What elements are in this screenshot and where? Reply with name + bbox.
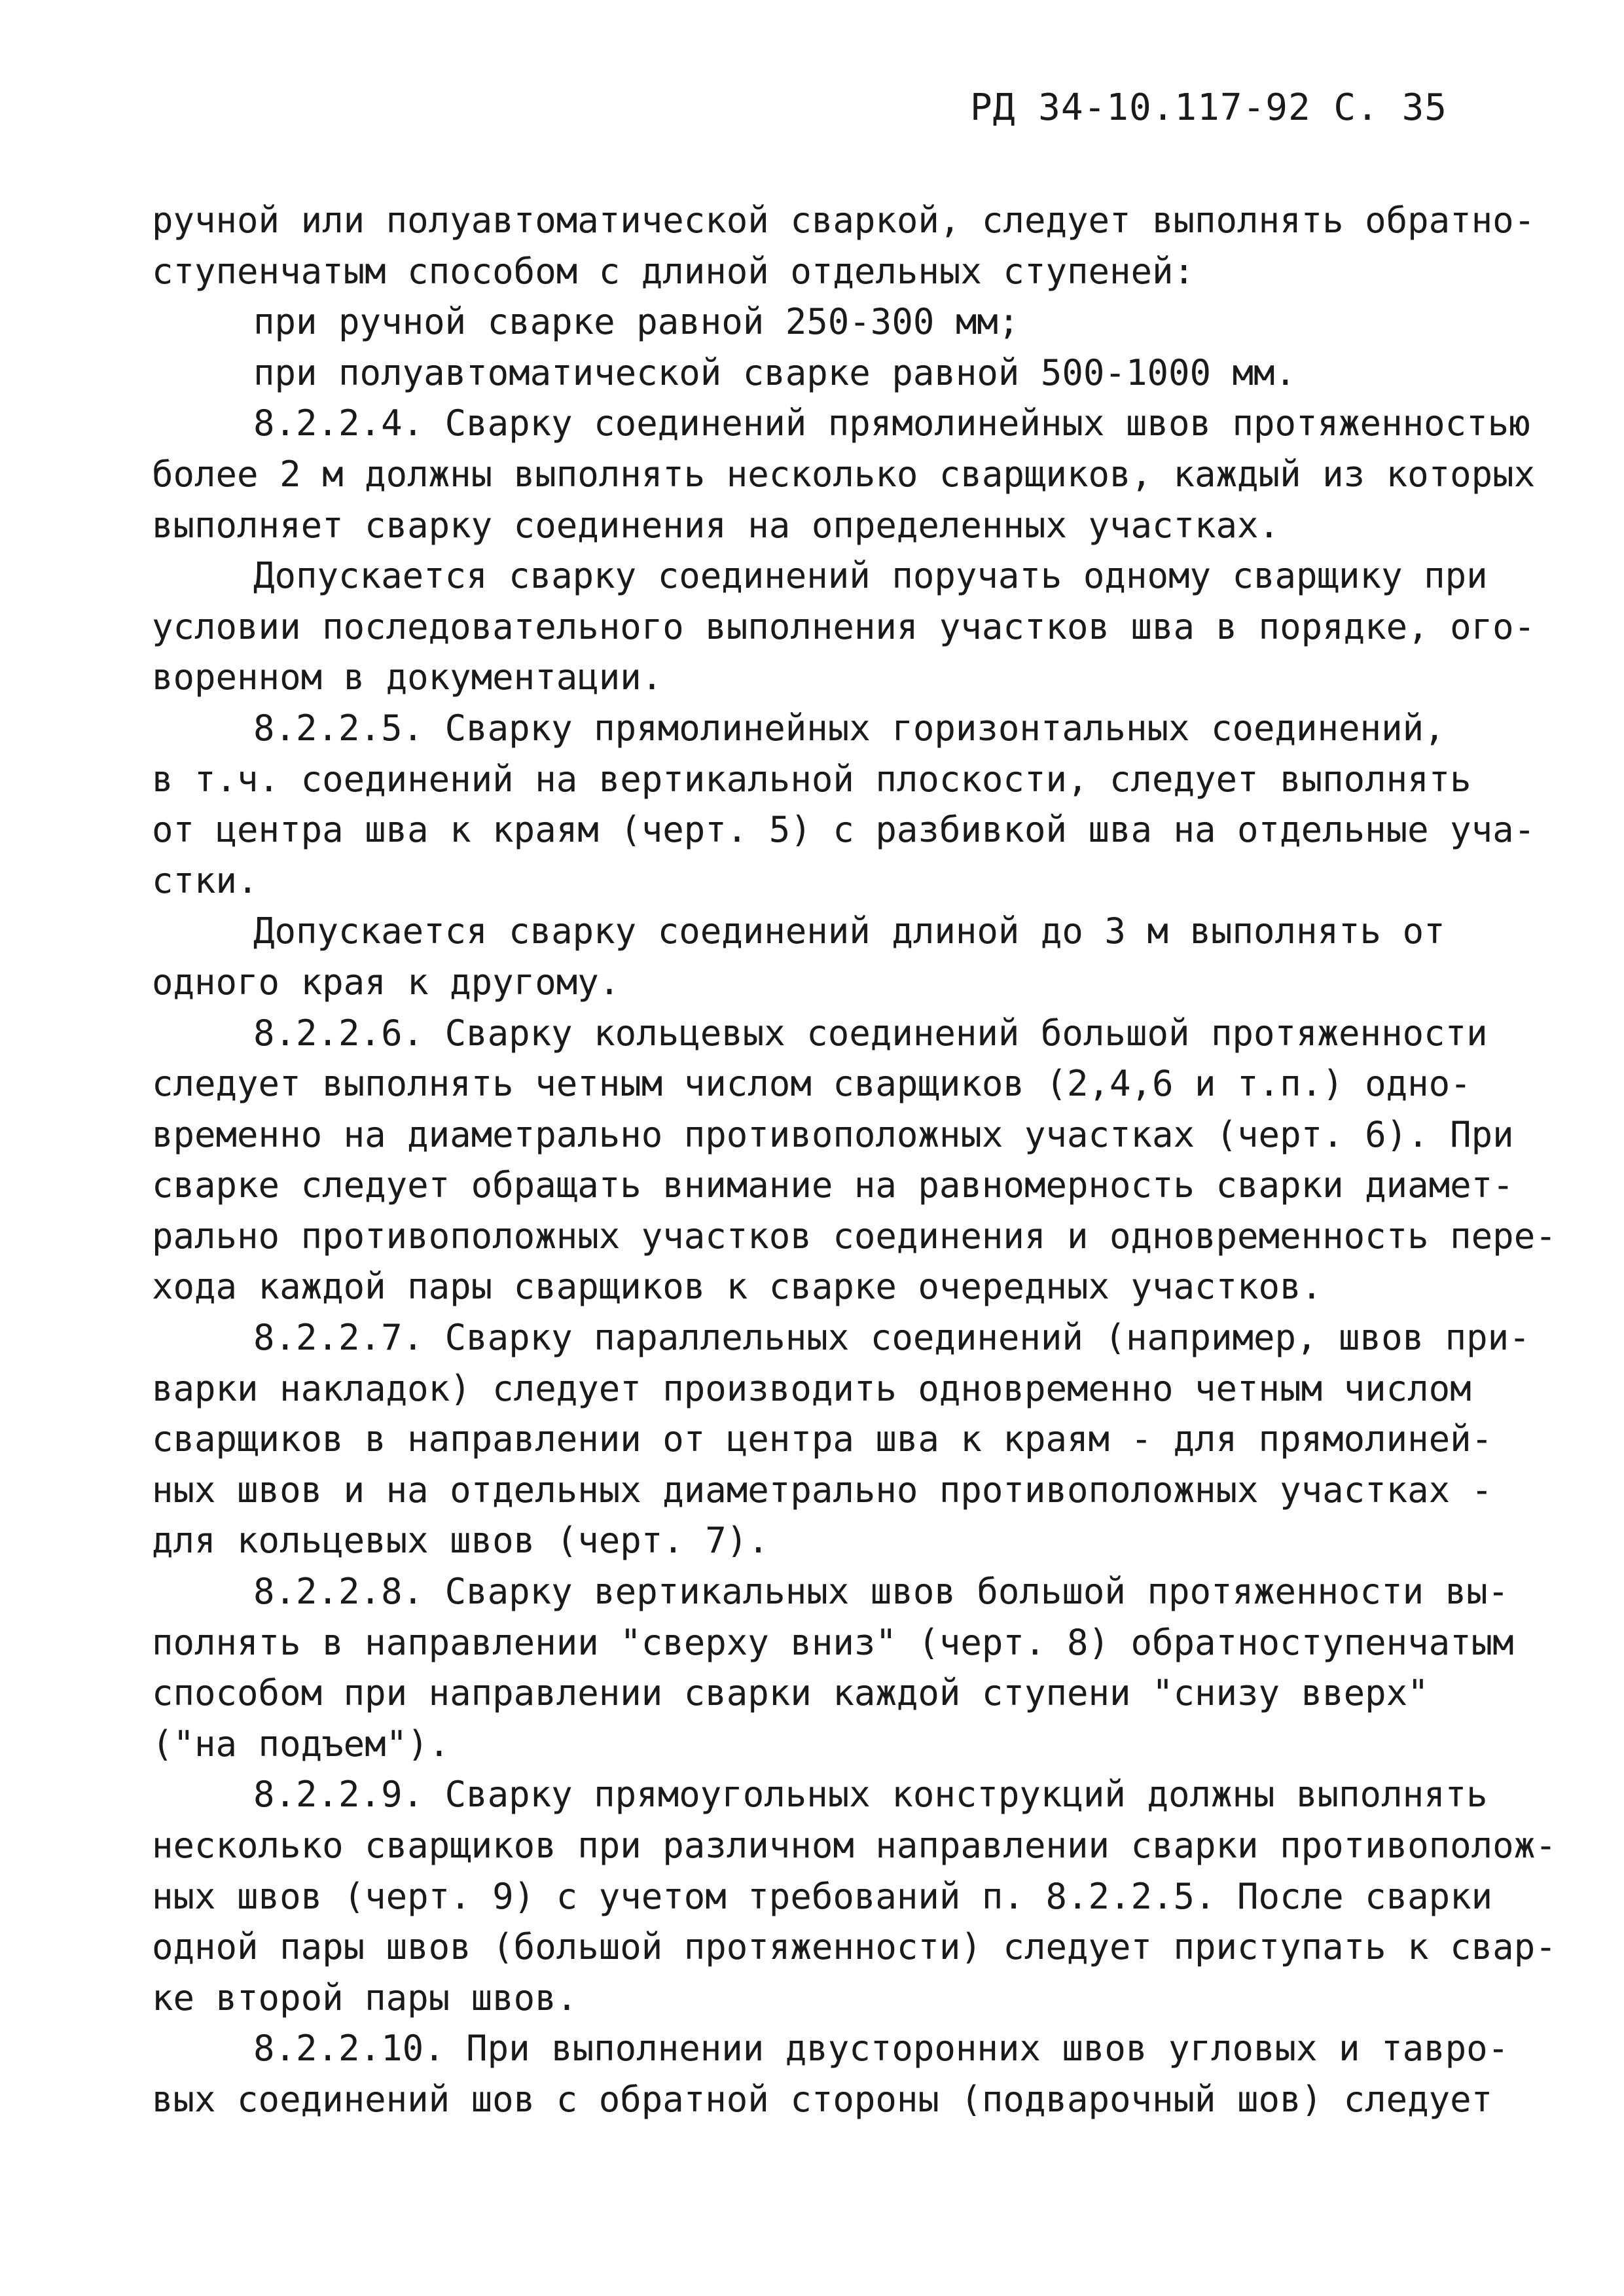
text-line: ступенчатым способом с длиной отдельных ступеней: — [152, 250, 1195, 292]
text-line: выполняет сварку соединения на определенных участках. — [152, 504, 1280, 546]
text-line: сварке следует обращать внимание на равномерность сварки диамет- — [152, 1164, 1514, 1206]
text-line: несколько сварщиков при различном направлении сварки противополож- — [152, 1825, 1557, 1866]
text-line: стки. — [152, 859, 259, 901]
text-line: от центра шва к краям (черт. 5) с разбивкой шва на отдельные уча- — [152, 809, 1536, 851]
text-line: 8.2.2.8. Сварку вертикальных швов большой протяженности вы- — [253, 1571, 1509, 1613]
text-line: условии последовательного выполнения участков шва в порядке, ого- — [152, 605, 1536, 647]
text-line: воренном в документации. — [152, 656, 663, 698]
text-line: одного края к другому. — [152, 961, 621, 1003]
text-line: 8.2.2.9. Сварку прямоугольных конструкций должны выполнять — [253, 1774, 1488, 1816]
text-line: ных швов и на отдельных диаметрально противоположных участках - — [152, 1469, 1493, 1511]
text-line: ручной или полуавтоматической сваркой, следует выполнять обратно- — [152, 200, 1536, 241]
text-line: рально противоположных участков соединения и одновременность пере- — [152, 1215, 1557, 1257]
text-line: Допускается сварку соединений поручать одному сварщику при — [253, 555, 1488, 597]
page-header: РД 34-10.117-92 С. 35 — [969, 86, 1447, 129]
text-line: вых соединений шов с обратной стороны (подварочный шов) следует — [152, 2078, 1493, 2120]
text-line: полнять в направлении "сверху вниз" (черт. 8) обратноступенчатым — [152, 1621, 1514, 1663]
text-line: при ручной сварке равной 250-300 мм; — [253, 301, 1020, 343]
text-line: более 2 м должны выполнять несколько сварщиков, каждый из которых — [152, 453, 1536, 495]
text-line: 8.2.2.6. Сварку кольцевых соединений большой протяженности — [253, 1012, 1488, 1054]
text-line: при полуавтоматической сварке равной 500-1000 мм. — [253, 351, 1297, 393]
text-line: ке второй пары швов. — [152, 1977, 578, 2018]
text-line: для кольцевых швов (черт. 7). — [152, 1520, 769, 1562]
text-line: варки накладок) следует производить одновременно четным числом — [152, 1367, 1471, 1409]
text-line: 8.2.2.4. Сварку соединений прямолинейных швов протяженностью — [253, 403, 1530, 444]
document-body — [152, 195, 1557, 2125]
text-line: 8.2.2.7. Сварку параллельных соединений (например, швов при- — [253, 1317, 1530, 1359]
text-line: сварщиков в направлении от центра шва к краям - для прямолиней- — [152, 1418, 1493, 1460]
text-line: Допускается сварку соединений длиной до 3 м выполнять от — [253, 910, 1445, 952]
text-line: ("на подъем"). — [152, 1723, 450, 1765]
text-line: ных швов (черт. 9) с учетом требований п. 8.2.2.5. После сварки — [152, 1875, 1493, 1917]
text-line: 8.2.2.10. При выполнении двусторонних швов угловых и тавро- — [253, 2028, 1509, 2070]
text-line: временно на диаметрально противоположных участках (черт. 6). При — [152, 1113, 1514, 1155]
text-line: следует выполнять четным числом сварщиков (2,4,6 и т.п.) одно- — [152, 1063, 1471, 1105]
text-line: способом при направлении сварки каждой ступени "снизу вверх" — [152, 1672, 1429, 1714]
text-line: в т.ч. соединений на вертикальной плоскости, следует выполнять — [152, 758, 1471, 800]
text-line: хода каждой пары сварщиков к сварке очередных участков. — [152, 1266, 1323, 1308]
text-line: 8.2.2.5. Сварку прямолинейных горизонтальных соединений, — [253, 707, 1445, 749]
text-line: одной пары швов (большой протяженности) следует приступать к свар- — [152, 1926, 1557, 1968]
